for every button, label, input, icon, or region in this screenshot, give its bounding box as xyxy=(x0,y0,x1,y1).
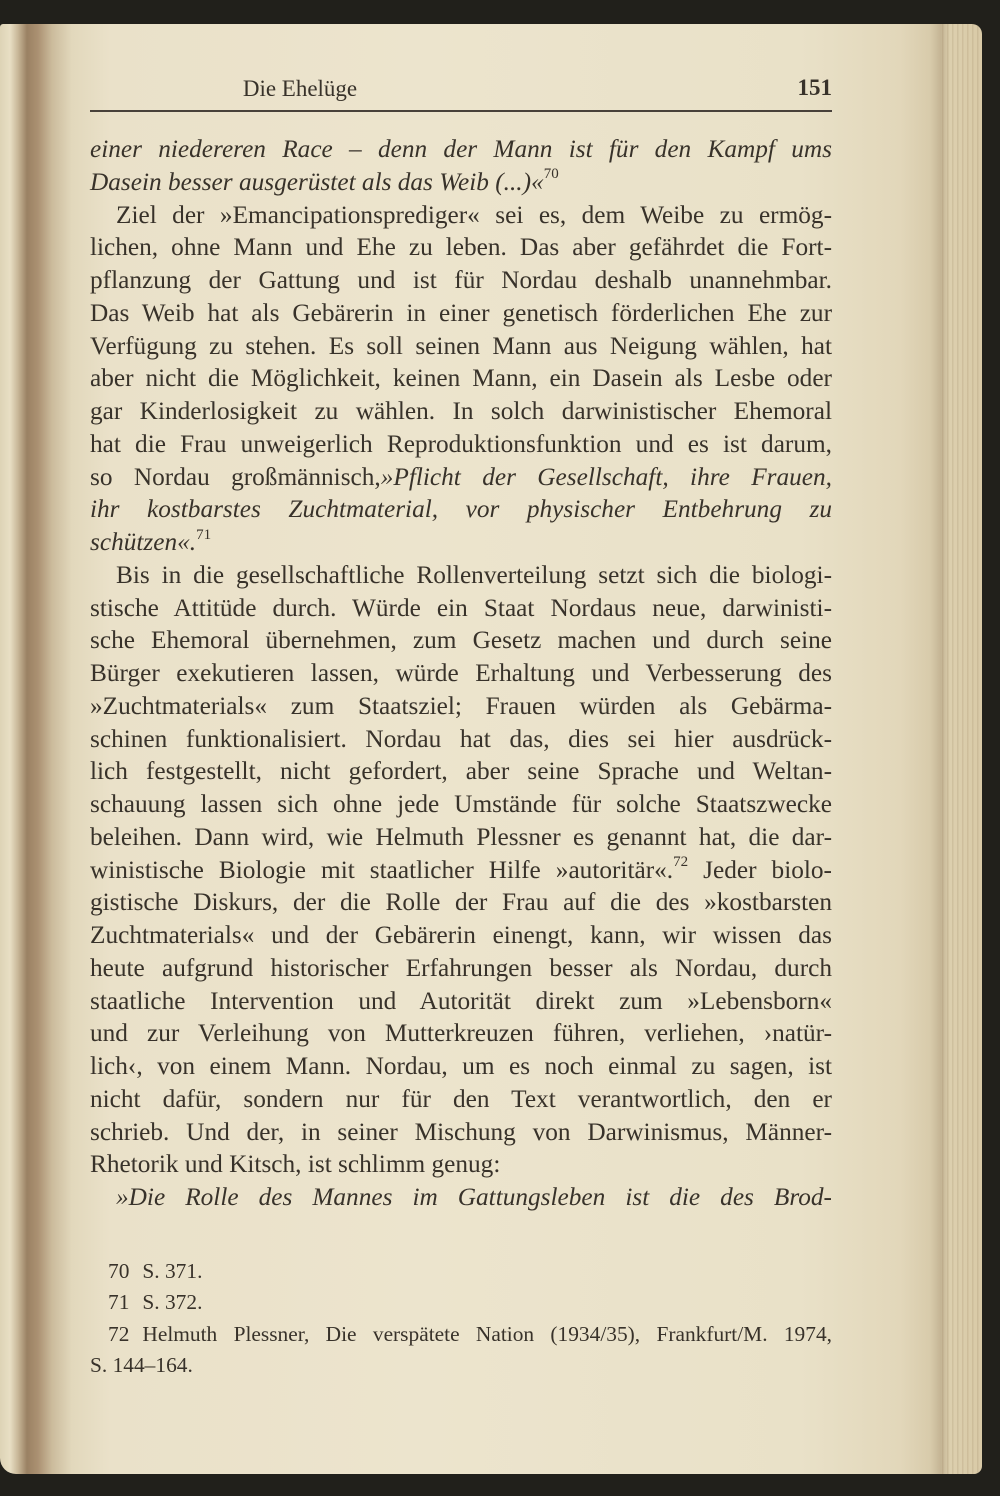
text-line xyxy=(90,330,832,363)
text-segment: Jeder biolo- xyxy=(688,855,832,884)
text-line xyxy=(90,526,832,559)
text-segment: lichen, ohne Mann und Ehe zu leben. Das aber gefährdet die Fort- xyxy=(90,233,832,262)
text-line xyxy=(90,362,832,395)
text-line xyxy=(90,592,832,625)
text-line xyxy=(90,1148,832,1181)
body-text xyxy=(90,133,832,1214)
text-segment: stische Attitüde durch. Würde ein Staat Nordaus neue, darwinisti- xyxy=(90,593,832,622)
text-segment: schauung lassen sich ohne jede Umstände für solche Staatszwecke xyxy=(90,790,832,818)
text-line xyxy=(90,657,832,690)
text-segment: Dasein besser ausgerüstet als das Weib (...)« xyxy=(90,167,544,196)
footnote-text: S. 144–164. xyxy=(90,1352,193,1377)
text-segment: »Zuchtmaterials« zum Staatsziel; Frauen würden als Gebärma- xyxy=(90,691,832,720)
text-line xyxy=(90,1181,832,1214)
header-rule xyxy=(90,110,832,112)
text-line xyxy=(90,199,832,232)
text-segment: pflanzung der Gattung und ist für Nordau deshalb unannehmbar. xyxy=(90,266,832,294)
text-segment: Zuchtmaterials« und der Gebärerin einengt, kann, wir wissen das xyxy=(90,921,832,949)
text-line xyxy=(90,297,832,330)
text-line xyxy=(90,493,832,526)
text-segment: und zur Verleihung von Mutterkreuzen führen, verliehen, ›natür- xyxy=(90,1019,832,1048)
text-line xyxy=(90,264,832,297)
text-segment: ihr kostbarstes Zuchtmaterial, vor physischer Entbehrung zu xyxy=(90,495,832,524)
text-line xyxy=(90,559,832,592)
text-segment: Ziel der »Emancipationsprediger« sei es, dem Weibe zu ermög- xyxy=(116,200,832,229)
text-segment: gistische Diskurs, der die Rolle der Frau auf die des »kostbarsten xyxy=(90,888,832,917)
text-segment: gar Kinderlosigkeit zu wählen. In solch darwinistischer Ehemoral xyxy=(90,397,832,425)
text-line xyxy=(90,231,832,264)
text-line xyxy=(90,690,832,723)
text-line xyxy=(90,952,832,985)
footnote-line xyxy=(90,1350,832,1381)
footnote-marker: 70 xyxy=(543,166,559,183)
text-segment: so Nordau großmännisch, xyxy=(90,462,381,491)
text-line xyxy=(90,985,832,1018)
footnote-number: 72 xyxy=(108,1321,130,1346)
text-segment: Bürger exekutieren lassen, würde Erhaltung und Verbesserung des xyxy=(90,659,832,687)
text-segment: lich‹, von einem Mann. Nordau, um es noch einmal zu sagen, ist xyxy=(90,1052,832,1080)
text-line xyxy=(90,821,832,854)
text-segment: beleihen. Dann wird, wie Helmuth Plessner es genannt hat, die dar- xyxy=(90,822,832,851)
text-segment: hat die Frau unweigerlich Reproduktionsfunktion und es ist darum, xyxy=(90,429,832,458)
text-line xyxy=(90,1116,832,1149)
text-line xyxy=(90,1083,832,1116)
text-segment: winistische Biologie mit staatlicher Hilfe »autoritär«. xyxy=(90,855,674,884)
text-line xyxy=(90,166,832,199)
text-line xyxy=(90,919,832,952)
text-segment: »Die Rolle des Mannes im Gattungsleben ist die des Brod- xyxy=(116,1183,832,1211)
footnote-number: 71 xyxy=(108,1290,130,1315)
page-number: 151 xyxy=(797,75,832,100)
footnote-line xyxy=(90,1256,832,1287)
text-line xyxy=(90,461,832,494)
text-line xyxy=(90,755,832,788)
footnote-line xyxy=(90,1287,832,1318)
footnote-text: S. 372. xyxy=(142,1290,203,1315)
text-segment: Verfügung zu stehen. Es soll seinen Mann aus Neigung wählen, hat xyxy=(90,331,832,360)
text-line xyxy=(90,854,832,887)
text-segment: lich festgestellt, nicht gefordert, aber seine Sprache und Weltan- xyxy=(90,757,832,786)
text-segment: schützen«. xyxy=(90,528,197,556)
text-segment: heute aufgrund historischer Erfahrungen besser als Nordau, durch xyxy=(90,953,832,982)
footnotes xyxy=(90,1256,832,1381)
text-line xyxy=(90,624,832,657)
footnote-text: S. 371. xyxy=(142,1259,203,1283)
running-head-title: Die Ehelüge xyxy=(242,76,358,101)
text-segment: staatliche Intervention und Autorität direkt zum »Lebensborn« xyxy=(90,986,832,1015)
text-segment: aber nicht die Möglichkeit, keinen Mann, ein Dasein als Lesbe oder xyxy=(90,364,832,393)
text-line xyxy=(90,1050,832,1083)
footnote-marker: 72 xyxy=(673,854,689,871)
text-segment: Das Weib hat als Gebärerin in einer genetisch förderlichen Ehe zur xyxy=(90,298,832,327)
text-segment: schinen funktionalisiert. Nordau hat das, dies sei hier ausdrück- xyxy=(90,724,832,753)
text-segment: sche Ehemoral übernehmen, zum Gesetz machen und durch seine xyxy=(90,626,832,655)
text-segment: nicht dafür, sondern nur für den Text verantwortlich, den er xyxy=(90,1084,832,1113)
footnote-line xyxy=(90,1319,832,1350)
footnote-number: 70 xyxy=(108,1259,130,1283)
text-line xyxy=(90,788,832,821)
text-line xyxy=(90,886,832,919)
text-segment: »Pflicht der Gesellschaft, ihre Frauen, xyxy=(380,462,833,491)
text-line xyxy=(90,395,832,428)
text-line xyxy=(90,133,832,166)
text-segment: Rhetorik und Kitsch, ist schlimm genug: xyxy=(90,1150,501,1179)
text-segment: Bis in die gesellschaftliche Rollenverteilung setzt sich die biologi- xyxy=(116,560,832,589)
footnote-marker: 71 xyxy=(196,526,212,543)
text-line xyxy=(90,723,832,756)
text-segment: schrieb. Und der, in seiner Mischung von Darwinismus, Männer- xyxy=(90,1117,832,1146)
text-line xyxy=(90,1017,832,1050)
footnote-text: Helmuth Plessner, Die verspätete Nation (1934/35), Frankfurt/M. 1974, xyxy=(142,1321,832,1346)
text-line xyxy=(90,428,832,461)
text-segment: einer niedereren Race – denn der Mann ist für den Kampf ums xyxy=(90,135,832,163)
